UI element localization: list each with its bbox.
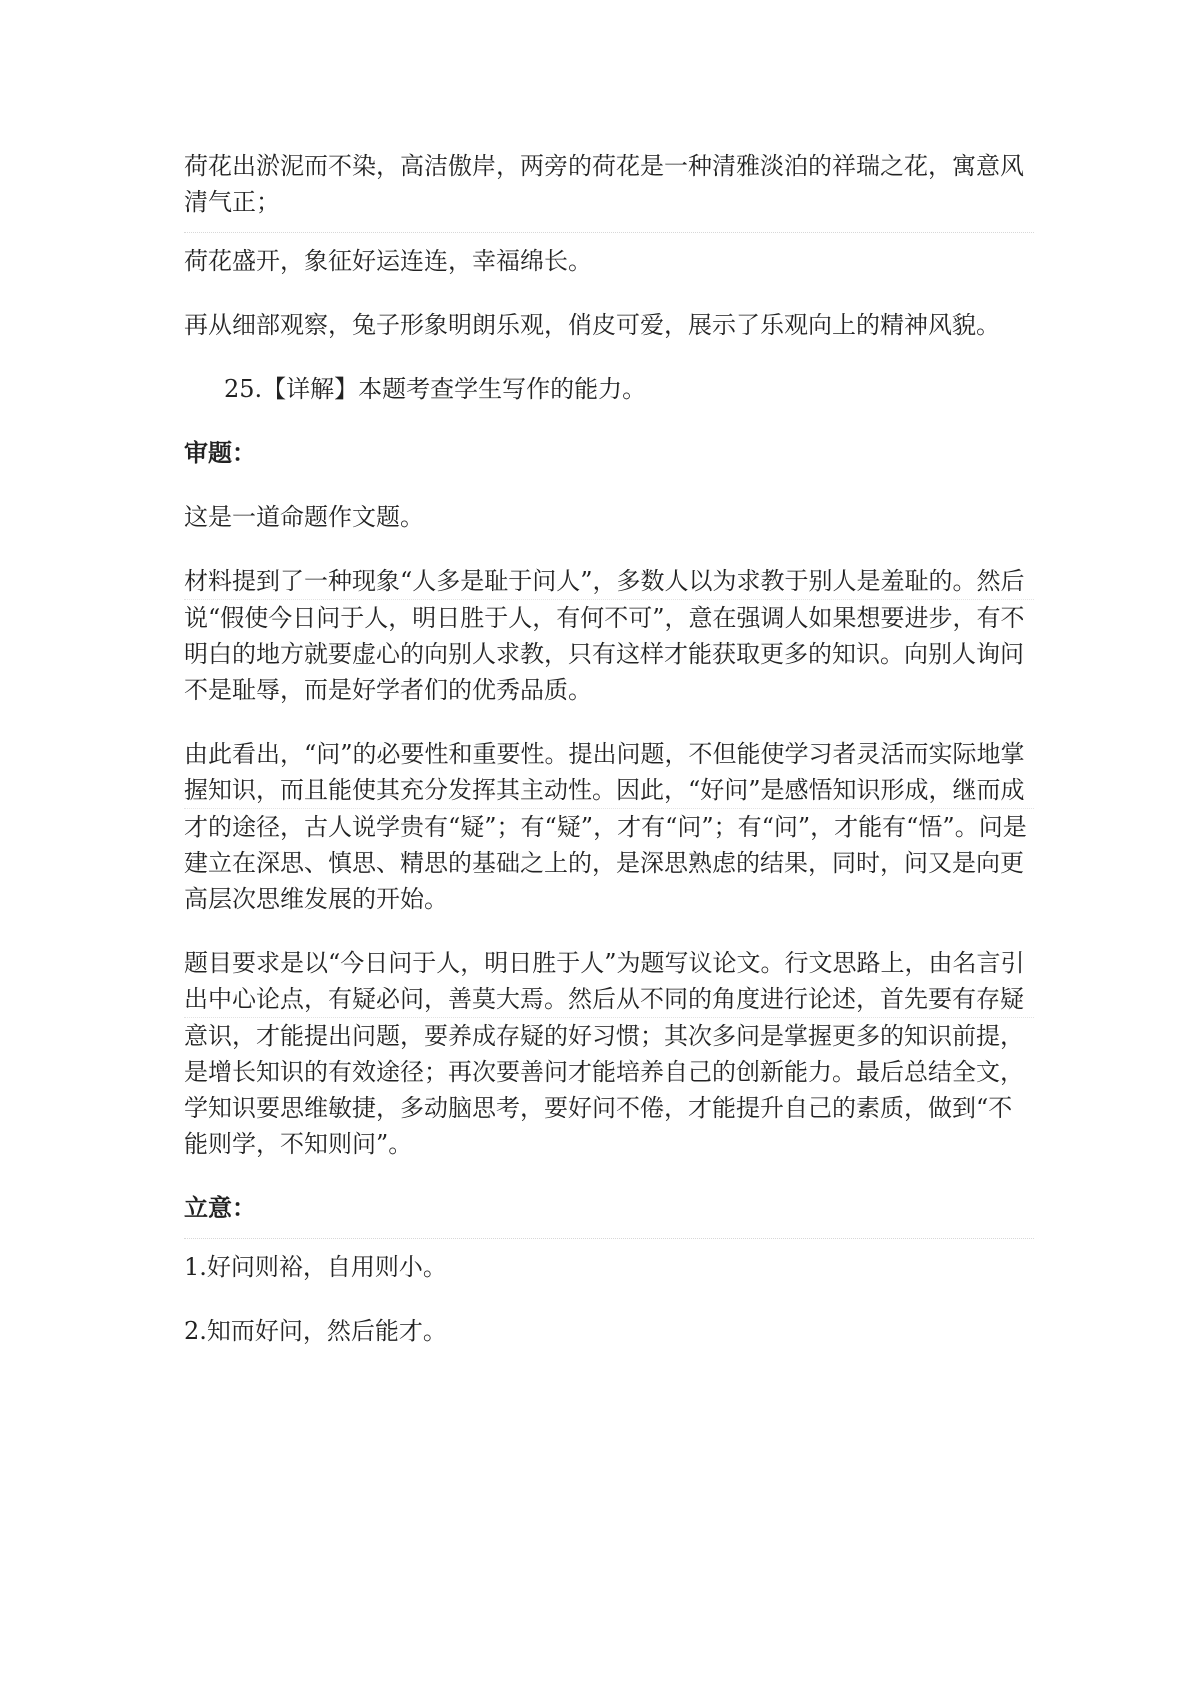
section-heading-shenti: 审题： bbox=[184, 438, 256, 467]
list-item: 1.好问则裕，自用则小。 bbox=[184, 1253, 447, 1281]
paragraph-line: 意识，才能提出问题，要养成存疑的好习惯；其次多问是掌握更多的知识前提， bbox=[184, 1022, 1024, 1050]
paragraph-line: 题目要求是以“今日问于人，明日胜于人”为题写议论文。行文思路上，由名言引 bbox=[184, 949, 1025, 977]
dotted-divider bbox=[184, 1238, 1034, 1239]
paragraph-line: 能则学，不知则问”。 bbox=[184, 1130, 413, 1158]
paragraph-line: 说“假使今日问于人，明日胜于人，有何不可”，意在强调人如果想要进步，有不 bbox=[184, 604, 1025, 632]
paragraph-line: 荷花出淤泥而不染，高洁傲岸，两旁的荷花是一种清雅淡泊的祥瑞之花，寓意风 bbox=[184, 152, 1024, 180]
paragraph-line: 才的途径，古人说学贵有“疑”；有“疑”，才有“问”；有“问”，才能有“悟”。问是 bbox=[184, 813, 1027, 841]
paragraph-line: 建立在深思、慎思、精思的基础之上的，是深思熟虑的结果，同时，问又是向更 bbox=[184, 849, 1024, 877]
answer-heading: 25.【详解】本题考查学生写作的能力。 bbox=[224, 375, 647, 403]
paragraph-line: 出中心论点，有疑必问，善莫大焉。然后从不同的角度进行论述，首先要有存疑 bbox=[184, 985, 1024, 1013]
dotted-divider bbox=[184, 232, 1034, 233]
paragraph-line: 由此看出，“问”的必要性和重要性。提出问题，不但能使学习者灵活而实际地掌 bbox=[184, 740, 1025, 768]
paragraph-line: 清气正； bbox=[184, 188, 280, 216]
paragraph-line: 不是耻辱，而是好学者们的优秀品质。 bbox=[184, 676, 592, 704]
paragraph-line: 明白的地方就要虚心的向别人求教，只有这样才能获取更多的知识。向别人询问 bbox=[184, 640, 1024, 668]
document-body bbox=[184, 148, 1034, 1349]
paragraph-line: 是增长知识的有效途径；再次要善问才能培养自己的创新能力。最后总结全文， bbox=[184, 1058, 1024, 1086]
paragraph-line: 这是一道命题作文题。 bbox=[184, 503, 424, 531]
paragraph-line: 学知识要思维敏捷，多动脑思考，要好问不倦，才能提升自己的素质，做到“不 bbox=[184, 1094, 1013, 1122]
paragraph-line: 荷花盛开，象征好运连连，幸福绵长。 bbox=[184, 247, 592, 275]
paragraph-line: 高层次思维发展的开始。 bbox=[184, 885, 448, 913]
paragraph-line: 材料提到了一种现象“人多是耻于问人”，多数人以为求教于别人是羞耻的。然后 bbox=[184, 567, 1025, 595]
list-item: 2.知而好问，然后能才。 bbox=[184, 1317, 447, 1345]
paragraph-line: 再从细部观察，兔子形象明朗乐观，俏皮可爱，展示了乐观向上的精神风貌。 bbox=[184, 311, 1000, 339]
section-heading-liyi: 立意： bbox=[184, 1193, 256, 1222]
paragraph-line: 握知识，而且能使其充分发挥其主动性。因此，“好问”是感悟知识形成，继而成 bbox=[184, 776, 1025, 804]
